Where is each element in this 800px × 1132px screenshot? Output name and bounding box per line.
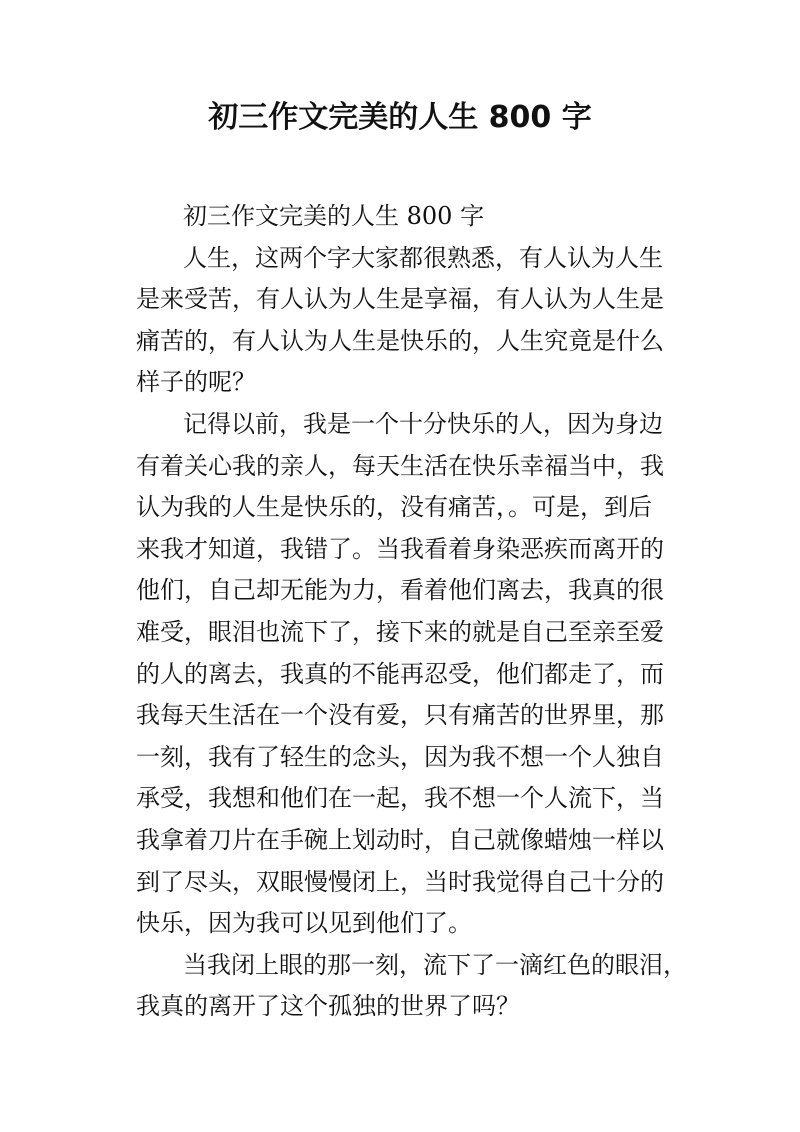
body-line: 承受，我想和他们在一起，我不想一个人流下，当 (136, 784, 664, 813)
body-line: 初三作文完美的人生 800 字 (183, 202, 485, 230)
body-line: 是来受苦，有人认为人生是享福，有人认为人生是 (136, 285, 664, 314)
body-line: 痛苦的，有人认为人生是快乐的，人生究竟是什么 (136, 326, 664, 355)
body-line: 到了尽头，双眼慢慢闭上，当时我觉得自己十分的 (136, 867, 664, 896)
body-line: 一刻，我有了轻生的念头，因为我不想一个人独自 (136, 742, 664, 771)
body-line: 的人的离去，我真的不能再忍受，他们都走了，而 (136, 659, 664, 688)
body-line: 记得以前，我是一个十分快乐的人，因为身边 (183, 409, 663, 438)
body-line: 当我闭上眼的那一刻，流下了一滴红色的眼泪， (183, 950, 687, 979)
document-body (136, 196, 687, 1028)
body-line: 快乐，因为我可以见到他们了。 (136, 909, 472, 938)
body-line: 人生，这两个字大家都很熟悉，有人认为人生 (183, 243, 663, 272)
body-line: 认为我的人生是快乐的，没有痛苦，。可是，到后 (136, 493, 652, 522)
body-line: 有着关心我的亲人，每天生活在快乐幸福当中，我 (136, 451, 664, 480)
body-line: 我拿着刀片在手碗上划动时，自己就像蜡烛一样以 (136, 825, 664, 854)
body-line: 来我才知道，我错了。当我看着身染恶疾而离开的 (136, 534, 664, 563)
body-line: 他们，自己却无能为力，看着他们离去，我真的很 (136, 576, 664, 605)
body-line: 我真的离开了这个孤独的世界了吗？ (136, 992, 520, 1021)
document-title: 初三作文完美的人生 800 字 (208, 100, 592, 135)
body-line: 样子的呢？ (136, 368, 256, 397)
body-line: 我每天生活在一个没有爱，只有痛苦的世界里，那 (136, 701, 664, 730)
body-line: 难受，眼泪也流下了，接下来的就是自己至亲至爱 (136, 617, 664, 646)
